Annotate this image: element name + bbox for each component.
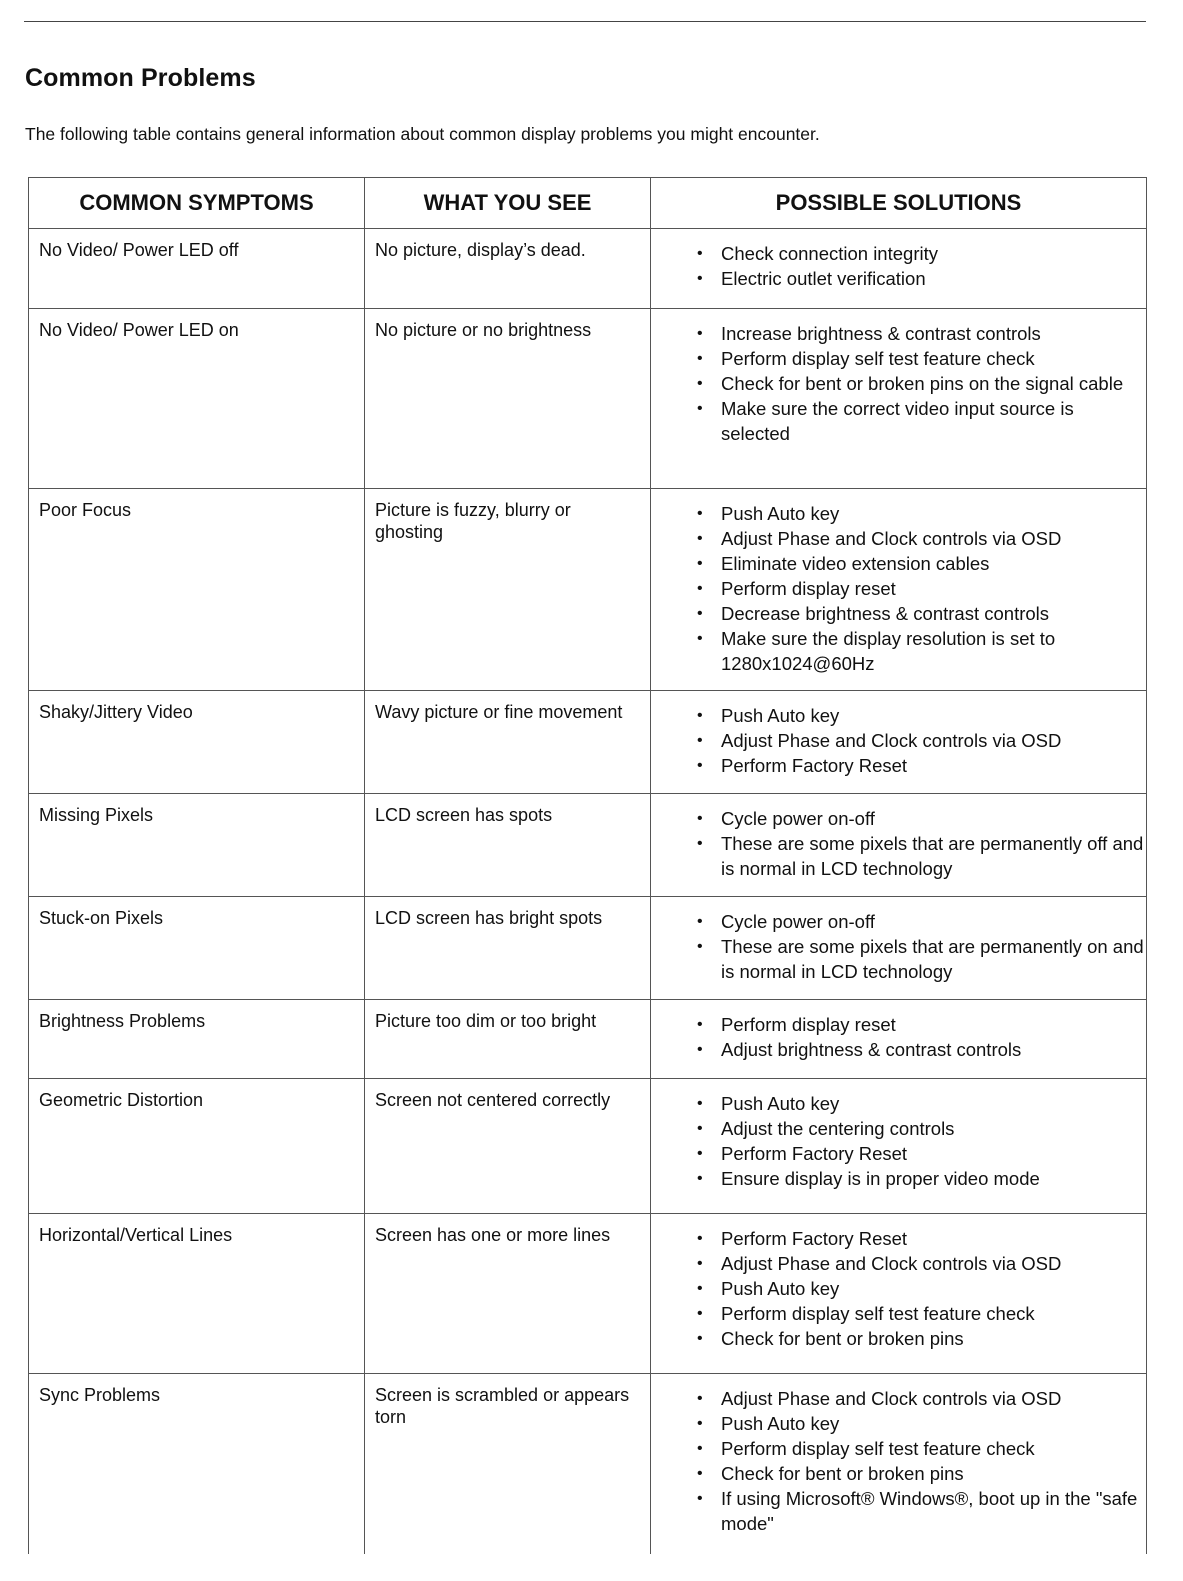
what-you-see-cell: Screen not centered correctly [365, 1079, 651, 1214]
table-row [29, 1000, 1147, 1079]
solutions-list [697, 501, 1146, 676]
what-you-see-cell: No picture, display’s dead. [365, 229, 651, 309]
solution-item: • Perform display self test feature check [721, 346, 1146, 371]
header-possible-solutions: POSSIBLE SOLUTIONS [651, 178, 1147, 229]
solution-item: • Perform Factory Reset [721, 753, 1146, 778]
solution-item: • Perform Factory Reset [721, 1226, 1146, 1251]
what-you-see-cell: LCD screen has spots [365, 794, 651, 897]
symptom-cell: Sync Problems [29, 1374, 365, 1554]
table-row [29, 794, 1147, 897]
solution-item: • Adjust Phase and Clock controls via OSD [721, 1251, 1146, 1276]
solution-item: • Cycle power on-off [721, 806, 1146, 831]
solutions-cell [651, 1214, 1147, 1374]
symptom-cell: Poor Focus [29, 489, 365, 691]
what-you-see-cell: LCD screen has bright spots [365, 897, 651, 1000]
solution-item: • Adjust brightness & contrast controls [721, 1037, 1146, 1062]
solutions-cell [651, 1000, 1147, 1079]
what-you-see-cell: Screen has one or more lines [365, 1214, 651, 1374]
solution-item: • Perform display self test feature check [721, 1301, 1146, 1326]
symptom-cell: No Video/ Power LED on [29, 309, 365, 489]
solution-item: • Adjust the centering controls [721, 1116, 1146, 1141]
solutions-cell [651, 1374, 1147, 1554]
solution-item: • Make sure the display resolution is set to 1280x1024@60Hz [721, 626, 1146, 676]
solutions-list [697, 1226, 1146, 1351]
solution-item: • Push Auto key [721, 1411, 1146, 1436]
solutions-cell [651, 794, 1147, 897]
solution-item: • Check connection integrity [721, 241, 1146, 266]
solution-item: • These are some pixels that are permanently on and is normal in LCD technology [721, 934, 1146, 984]
symptom-cell: Stuck-on Pixels [29, 897, 365, 1000]
header-what-you-see: WHAT YOU SEE [365, 178, 651, 229]
what-you-see-cell: Picture is fuzzy, blurry or ghosting [365, 489, 651, 691]
solution-item: • Push Auto key [721, 1276, 1146, 1301]
symptom-cell: Shaky/Jittery Video [29, 691, 365, 794]
what-you-see-cell: No picture or no brightness [365, 309, 651, 489]
what-you-see-cell: Screen is scrambled or appears torn [365, 1374, 651, 1554]
solution-item: • Cycle power on-off [721, 909, 1146, 934]
solution-item: • Make sure the correct video input source is selected [721, 396, 1146, 446]
table-row [29, 1079, 1147, 1214]
table-row [29, 1374, 1147, 1554]
solutions-list [697, 806, 1146, 881]
solutions-cell [651, 897, 1147, 1000]
solution-item: • Check for bent or broken pins on the signal cable [721, 371, 1146, 396]
page-title: Common Problems [25, 64, 256, 92]
solutions-cell [651, 1079, 1147, 1214]
solutions-cell [651, 691, 1147, 794]
solutions-list [697, 241, 1146, 291]
solution-item: • Eliminate video extension cables [721, 551, 1146, 576]
solutions-cell [651, 489, 1147, 691]
intro-text: The following table contains general information about common display problems you might encounter. [25, 124, 820, 144]
solution-item: • Perform Factory Reset [721, 1141, 1146, 1166]
symptom-cell: Brightness Problems [29, 1000, 365, 1079]
what-you-see-cell: Wavy picture or fine movement [365, 691, 651, 794]
symptom-cell: No Video/ Power LED off [29, 229, 365, 309]
solution-item: • Check for bent or broken pins [721, 1326, 1146, 1351]
solutions-list [697, 1386, 1146, 1536]
solution-item: • Increase brightness & contrast controls [721, 321, 1146, 346]
solution-item: • Push Auto key [721, 501, 1146, 526]
solutions-cell [651, 309, 1147, 489]
symptom-cell: Missing Pixels [29, 794, 365, 897]
solution-item: • Push Auto key [721, 1091, 1146, 1116]
header-common-symptoms: COMMON SYMPTOMS [29, 178, 365, 229]
solution-item: • If using Microsoft® Windows®, boot up in the "safe mode" [721, 1486, 1146, 1536]
solutions-list [697, 321, 1146, 446]
table-row [29, 489, 1147, 691]
solutions-list [697, 703, 1146, 778]
table-row [29, 229, 1147, 309]
symptom-cell: Geometric Distortion [29, 1079, 365, 1214]
solution-item: • Ensure display is in proper video mode [721, 1166, 1146, 1191]
table-row [29, 691, 1147, 794]
solution-item: • Adjust Phase and Clock controls via OSD [721, 526, 1146, 551]
solution-item: • Decrease brightness & contrast controls [721, 601, 1146, 626]
solutions-cell [651, 229, 1147, 309]
common-problems-table [28, 177, 1147, 1554]
table-row [29, 1214, 1147, 1374]
solution-item: • Perform display self test feature check [721, 1436, 1146, 1461]
table-row [29, 897, 1147, 1000]
solution-item: • Perform display reset [721, 1012, 1146, 1037]
table-row [29, 309, 1147, 489]
solution-item: • Push Auto key [721, 703, 1146, 728]
solution-item: • Perform display reset [721, 576, 1146, 601]
solution-item: • Adjust Phase and Clock controls via OSD [721, 1386, 1146, 1411]
solutions-list [697, 909, 1146, 984]
solution-item: • Check for bent or broken pins [721, 1461, 1146, 1486]
table-header-row [29, 178, 1147, 229]
solution-item: • These are some pixels that are permanently off and is normal in LCD technology [721, 831, 1146, 881]
solution-item: • Adjust Phase and Clock controls via OSD [721, 728, 1146, 753]
solution-item: • Electric outlet verification [721, 266, 1146, 291]
solutions-list [697, 1012, 1146, 1062]
what-you-see-cell: Picture too dim or too bright [365, 1000, 651, 1079]
symptom-cell: Horizontal/Vertical Lines [29, 1214, 365, 1374]
top-divider [24, 21, 1146, 22]
common-problems-table-wrapper [28, 177, 1146, 1554]
solutions-list [697, 1091, 1146, 1191]
